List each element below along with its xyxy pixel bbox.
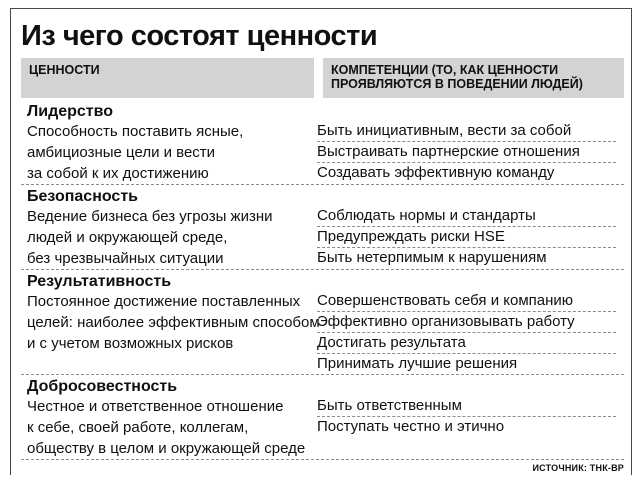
competency-item: Соблюдать нормы и стандарты (317, 206, 616, 227)
table-body (21, 100, 624, 460)
competency-item: Предупреждать риски HSE (317, 227, 616, 248)
value-description-line: за собой к их достижению (27, 165, 209, 182)
competency-item: Быть инициативным, вести за собой (317, 121, 616, 142)
table-row (21, 185, 624, 270)
value-cell (21, 378, 317, 459)
competency-item: Эффективно организовывать работу (317, 312, 616, 333)
competency-list (317, 396, 624, 437)
value-description-line: и с учетом возможных рисков (27, 335, 234, 352)
value-description-line: Постоянное достижение поставленных (27, 293, 301, 310)
table-header-row (21, 58, 624, 98)
competency-item: Быть нетерпимым к нарушениям (317, 249, 547, 266)
value-heading: Лидерство (27, 103, 114, 120)
value-cell (21, 188, 317, 269)
value-description-line: целей: наиболее эффективным способом (27, 314, 320, 331)
value-description (27, 396, 317, 459)
column-header-competencies: КОМПЕТЕНЦИИ (ТО, КАК ЦЕННОСТИ ПРОЯВЛЯЮТСЯ В ПОВЕДЕНИИ ЛЮДЕЙ) (323, 58, 624, 98)
competency-item: Создавать эффективную команду (317, 164, 555, 181)
competency-item: Поступать честно и этично (317, 418, 505, 435)
value-description-line: людей и окружающей среде, (27, 229, 228, 246)
value-description (27, 206, 317, 269)
infographic-frame (10, 8, 632, 475)
competency-item: Выстраивать партнерские отношения (317, 142, 616, 163)
table-row (21, 270, 624, 375)
competency-list (317, 121, 624, 183)
value-cell (21, 273, 320, 354)
value-description-line: Способность поставить ясные, (27, 123, 244, 140)
source-note: ИСТОЧНИК: ТНК-ВР (532, 463, 624, 473)
value-description-line: к себе, своей работе, коллегам, (27, 419, 249, 436)
competency-item: Принимать лучшие решения (317, 355, 518, 372)
competency-item: Достигать результата (317, 333, 616, 354)
table-row (21, 100, 624, 185)
value-heading: Безопасность (27, 188, 138, 205)
value-description-line: без чрезвычайных ситуации (27, 250, 224, 267)
value-cell (21, 103, 317, 184)
competency-item: Быть ответственным (317, 396, 616, 417)
competency-list (317, 206, 624, 268)
column-header-values: ЦЕННОСТИ (21, 58, 314, 98)
value-description-line: обществу в целом и окружающей среде (27, 440, 306, 457)
value-description-line: амбициозные цели и вести (27, 144, 216, 161)
competency-list (317, 291, 624, 374)
value-heading: Результативность (27, 273, 172, 290)
value-description-line: Ведение бизнеса без угрозы жизни (27, 208, 273, 225)
value-description (27, 291, 320, 354)
value-description-line: Честное и ответственное отношение (27, 398, 284, 415)
value-description (27, 121, 317, 184)
competency-item: Совершенствовать себя и компанию (317, 291, 616, 312)
page-title: Из чего состоят ценности (21, 20, 378, 52)
value-heading: Добросовестность (27, 378, 178, 395)
table-row (21, 375, 624, 460)
